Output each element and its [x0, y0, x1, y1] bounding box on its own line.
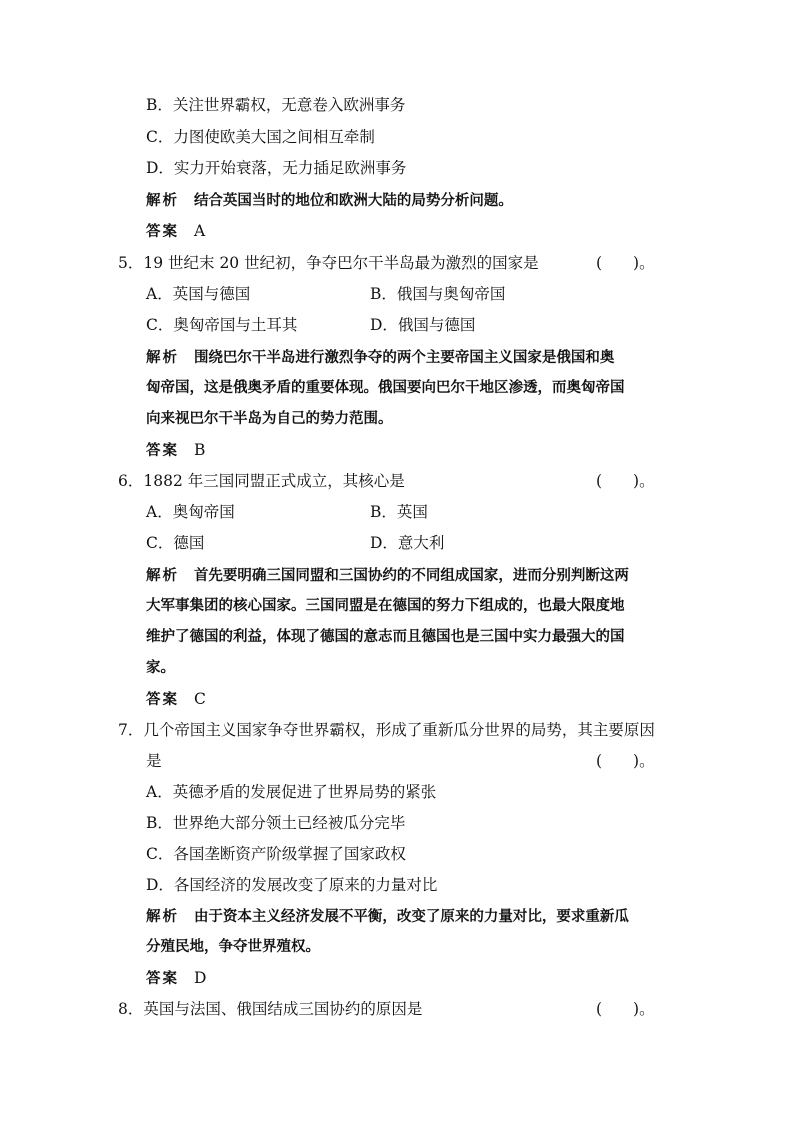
q5-analysis-line3: 向来视巴尔干半岛为自己的势力范围。: [146, 411, 393, 427]
q6-option-d: D．意大利: [370, 534, 445, 552]
q4-answer-value: A: [193, 222, 206, 240]
q4-answer-tag: 答案: [146, 224, 179, 240]
q5-option-d: D．俄国与德国: [370, 316, 476, 334]
q7-option-a: A．英德矛盾的发展促进了世界局势的紧张: [146, 783, 437, 801]
q8-answer-blank: ( )。: [596, 1000, 655, 1018]
q4-analysis: [146, 190, 513, 211]
q5-stem: 5．19 世纪末 20 世纪初，争夺巴尔干半岛最为激烈的国家是: [118, 254, 539, 272]
q6-answer: [146, 689, 206, 710]
q5-answer: [146, 440, 205, 461]
q5-option-a: A．英国与德国: [146, 285, 251, 303]
q6-answer-tag: 答案: [146, 692, 179, 708]
q5-analysis-line2: 匈帝国，这是俄奥矛盾的重要体现。俄国要向巴尔干地区渗透，而奥匈帝国: [146, 380, 625, 396]
q6-analysis-line2: 大军事集团的核心国家。三国同盟是在德国的努力下组成的，也最大限度地: [146, 598, 625, 614]
q7-answer-tag: 答案: [146, 971, 179, 987]
q4-option-d: D．实力开始衰落，无力插足欧洲事务: [146, 159, 407, 177]
q7-answer-blank: ( )。: [596, 752, 655, 770]
q6-answer-blank: ( )。: [596, 472, 655, 490]
q7-option-b: B．世界绝大部分领土已经被瓜分完毕: [146, 814, 406, 832]
q4-option-c: C．力图使欧美大国之间相互牵制: [146, 128, 375, 146]
q8-stem: 8．英国与法国、俄国结成三国协约的原因是: [118, 1000, 423, 1018]
q7-option-c: C．各国垄断资产阶级掌握了国家政权: [146, 845, 406, 863]
q4-answer: [146, 221, 205, 242]
q5-answer-blank: ( )。: [596, 254, 655, 272]
q5-option-b: B．俄国与奥匈帝国: [370, 285, 506, 303]
q6-analysis-line1: 解析 首先要明确三国同盟和三国协约的不同组成国家，进而分别判断这两: [146, 568, 629, 584]
q7-option-d: D．各国经济的发展改变了原来的力量对比: [146, 876, 438, 894]
q7-answer: [146, 968, 206, 989]
q4-analysis-tag: 解析: [146, 193, 179, 209]
q5-analysis-line1: 解析 围绕巴尔干半岛进行激烈争夺的两个主要帝国主义国家是俄国和奥: [146, 350, 615, 366]
q7-stem-line2: 是: [146, 752, 162, 770]
q7-analysis-line1: 解析 由于资本主义经济发展不平衡，改变了原来的力量对比，要求重新瓜: [146, 909, 629, 925]
q5-analysis-tag: 解析: [146, 350, 179, 366]
q7-analysis-tag: 解析: [146, 909, 179, 925]
q5-answer-tag: 答案: [146, 443, 179, 459]
q6-option-c: C．德国: [146, 534, 205, 552]
q6-analysis-tag: 解析: [146, 568, 179, 584]
q6-option-a: A．奥匈帝国: [146, 503, 235, 521]
q6-stem: 6．1882 年三国同盟正式成立，其核心是: [118, 472, 405, 490]
q7-analysis-line2: 分殖民地，争夺世界殖权。: [146, 939, 320, 955]
q5-option-c: C．奥匈帝国与土耳其: [146, 316, 298, 334]
q5-answer-value: B: [193, 441, 206, 459]
q7-answer-value: D: [193, 969, 207, 987]
q6-analysis-line4: 家。: [146, 660, 175, 676]
q7-stem-line1: 7．几个帝国主义国家争夺世界霸权，形成了重新瓜分世界的局势，其主要原因: [118, 721, 655, 739]
q6-analysis-line3: 维护了德国的利益，体现了德国的意志而且德国也是三国中实力最强大的国: [146, 629, 625, 645]
q6-answer-value: C: [193, 690, 206, 708]
q6-option-b: B．英国: [370, 503, 428, 521]
q4-option-b: B．关注世界霸权，无意卷入欧洲事务: [146, 96, 406, 114]
q4-analysis-text: 结合英国当时的地位和欧洲大陆的局势分析问题。: [193, 193, 513, 209]
